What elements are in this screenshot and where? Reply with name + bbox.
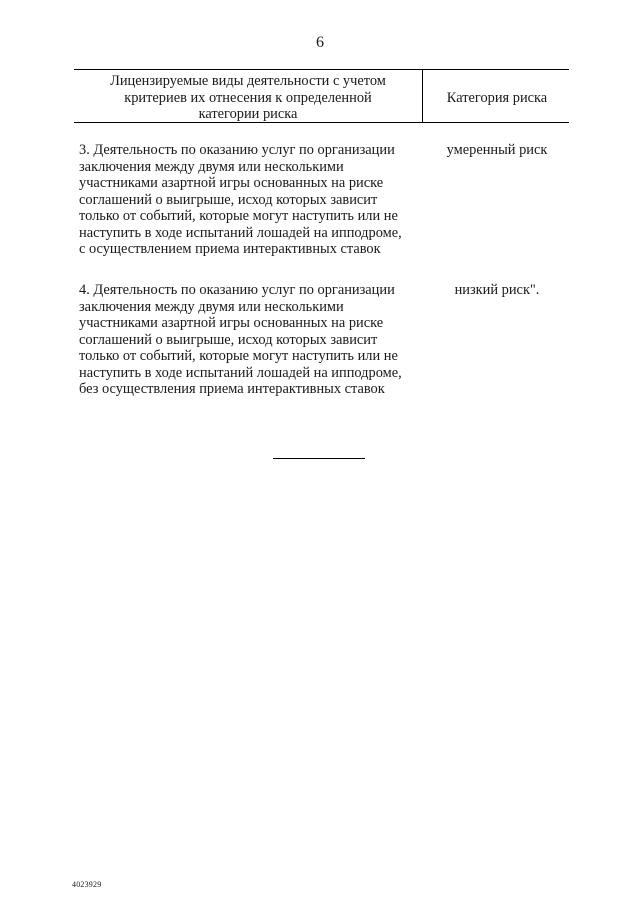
row-line: 3. Деятельность по оказанию услуг по организации bbox=[79, 142, 395, 158]
table-top-rule bbox=[74, 69, 569, 70]
row-line: соглашений о выигрыше, исход которых зависит bbox=[79, 191, 378, 208]
header-risk-category: Категория риска bbox=[446, 90, 548, 106]
row-line: только от событий, которые могут наступить или не bbox=[79, 208, 398, 224]
row-line: наступить в ходе испытаний лошадей на ипподроме, bbox=[79, 224, 402, 241]
table-row-4-category: низкий риск". bbox=[454, 282, 540, 298]
row-line: наступить в ходе испытаний лошадей на ипподроме, bbox=[79, 364, 402, 381]
row-line: участниками азартной игры основанных на риске bbox=[79, 175, 384, 191]
row-line: заключения между двумя или несколькими bbox=[79, 298, 344, 315]
row-line: участниками азартной игры основанных на риске bbox=[79, 315, 384, 331]
header-line: критериев их отнесения к определенной bbox=[124, 89, 372, 106]
row-line: с осуществлением приема интерактивных ставок bbox=[79, 241, 381, 257]
header-activity-types bbox=[74, 73, 422, 123]
row-line: только от событий, которые могут наступить или не bbox=[79, 348, 398, 364]
header-column-divider bbox=[422, 69, 423, 123]
end-of-document-line bbox=[273, 458, 365, 459]
page-number: 6 bbox=[316, 34, 324, 51]
row-line: соглашений о выигрыше, исход которых зависит bbox=[79, 331, 378, 348]
row-line: без осуществления приема интерактивных ставок bbox=[79, 381, 385, 397]
row-line: 4. Деятельность по оказанию услуг по организации bbox=[79, 282, 395, 298]
document-code: 4023929 bbox=[72, 880, 102, 889]
header-line: категории риска bbox=[198, 106, 298, 122]
table-row-3-activity bbox=[79, 142, 424, 258]
row-line: заключения между двумя или несколькими bbox=[79, 158, 344, 175]
table-row-4-activity bbox=[79, 282, 424, 398]
header-line: Лицензируемые виды деятельности с учетом bbox=[110, 73, 386, 89]
table-row-3-category: умеренный риск bbox=[446, 142, 548, 158]
